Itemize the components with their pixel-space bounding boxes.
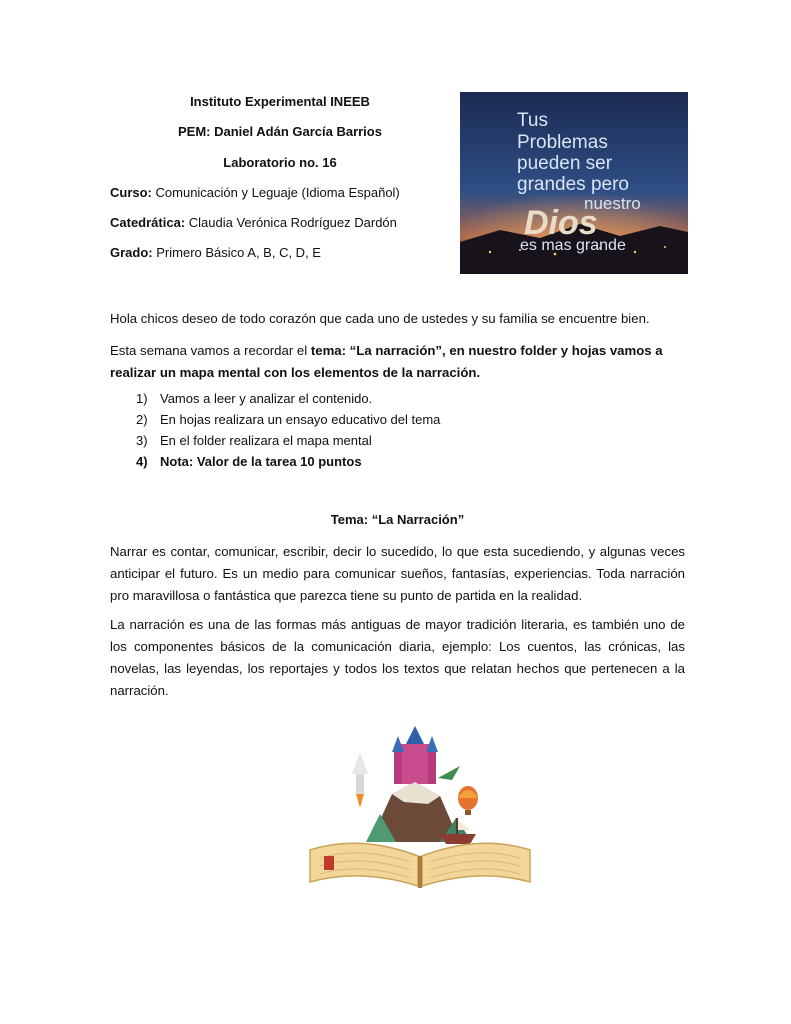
theme-paragraph-2: La narración es una de las formas más antiguas de mayor tradición literaria, es también uno de los componentes básicos de la comunicación diaria, ejemplo: Los cuentos, las crónicas, las novelas, las leyendas, los reportajes y todos los textos que relatan hechos que pertenecen a la narración. [110,617,685,698]
banner-line-2: Problemas [517,132,608,153]
institute-name: Instituto Experimental INEEB [190,94,370,109]
step-number: 2) [136,412,148,427]
theme-title: Tema: “La Narración” [330,512,465,527]
teacher-name: PEM: Daniel Adán García Barrios [178,124,382,140]
header-block [110,94,450,276]
theme-paragraph-1: Narrar es contar, comunicar, escribir, decir lo sucedido, lo que esta sucediendo, y algunas veces anticipar el futuro. Es un medio para comunicar sueños, fantasías, experiencias. Toda narración pro maravillosa o fantástica que parezca tiene su punto de partida en la realidad. [110,544,685,603]
step-text: Nota: Valor de la tarea 10 puntos [160,454,362,469]
banner-line-7: es mas grande [520,237,626,254]
banner-line-1: Tus [517,110,548,131]
list-item [136,430,656,451]
greeting-paragraph: Hola chicos deseo de todo corazón que cada uno de ustedes y su familia se encuentre bien. [110,311,650,326]
course-label: Curso: [110,184,152,200]
course-row [110,185,450,201]
grade-value: Primero Básico A, B, C, D, E [156,245,321,261]
step-text: Vamos a leer y analizar el contenido. [160,391,373,406]
assignment-paragraph [110,340,685,384]
open-book-illustration [300,722,540,892]
step-text: En el folder realizara el mapa mental [160,433,372,448]
assignment-bold: tema: “La narración”, en nuestro folder y hojas vamos a realizar un mapa mental con los elementos de la narración. [110,343,663,380]
list-item [136,451,656,472]
grade-row [110,245,450,261]
chair-row [110,215,450,231]
course-value: Comunicación y Leguaje (Idioma Español) [155,184,400,200]
step-number: 1) [136,391,148,406]
quote-banner-image [460,92,688,274]
banner-line-5: nuestro [584,194,641,213]
assignment-intro: Esta semana vamos a recordar el [110,343,308,358]
chair-label: Catedrática: [110,215,186,230]
banner-line-4: grandes pero [517,174,629,195]
lab-number: Laboratorio no. 16 [223,154,337,170]
book-graphic [300,722,540,892]
banner-line-3: pueden ser [517,153,613,174]
steps-list [136,388,656,472]
step-text: En hojas realizara un ensayo educativo del tema [160,412,441,427]
banner-line-6: Dios [524,204,598,242]
chair-value: Claudia Verónica Rodríguez Dardón [188,215,397,230]
list-item [136,388,656,409]
grade-label: Grado: [110,245,153,261]
banner-graphic [460,92,688,274]
step-number: 3) [136,433,148,448]
step-number: 4) [136,454,148,469]
list-item [136,409,656,430]
